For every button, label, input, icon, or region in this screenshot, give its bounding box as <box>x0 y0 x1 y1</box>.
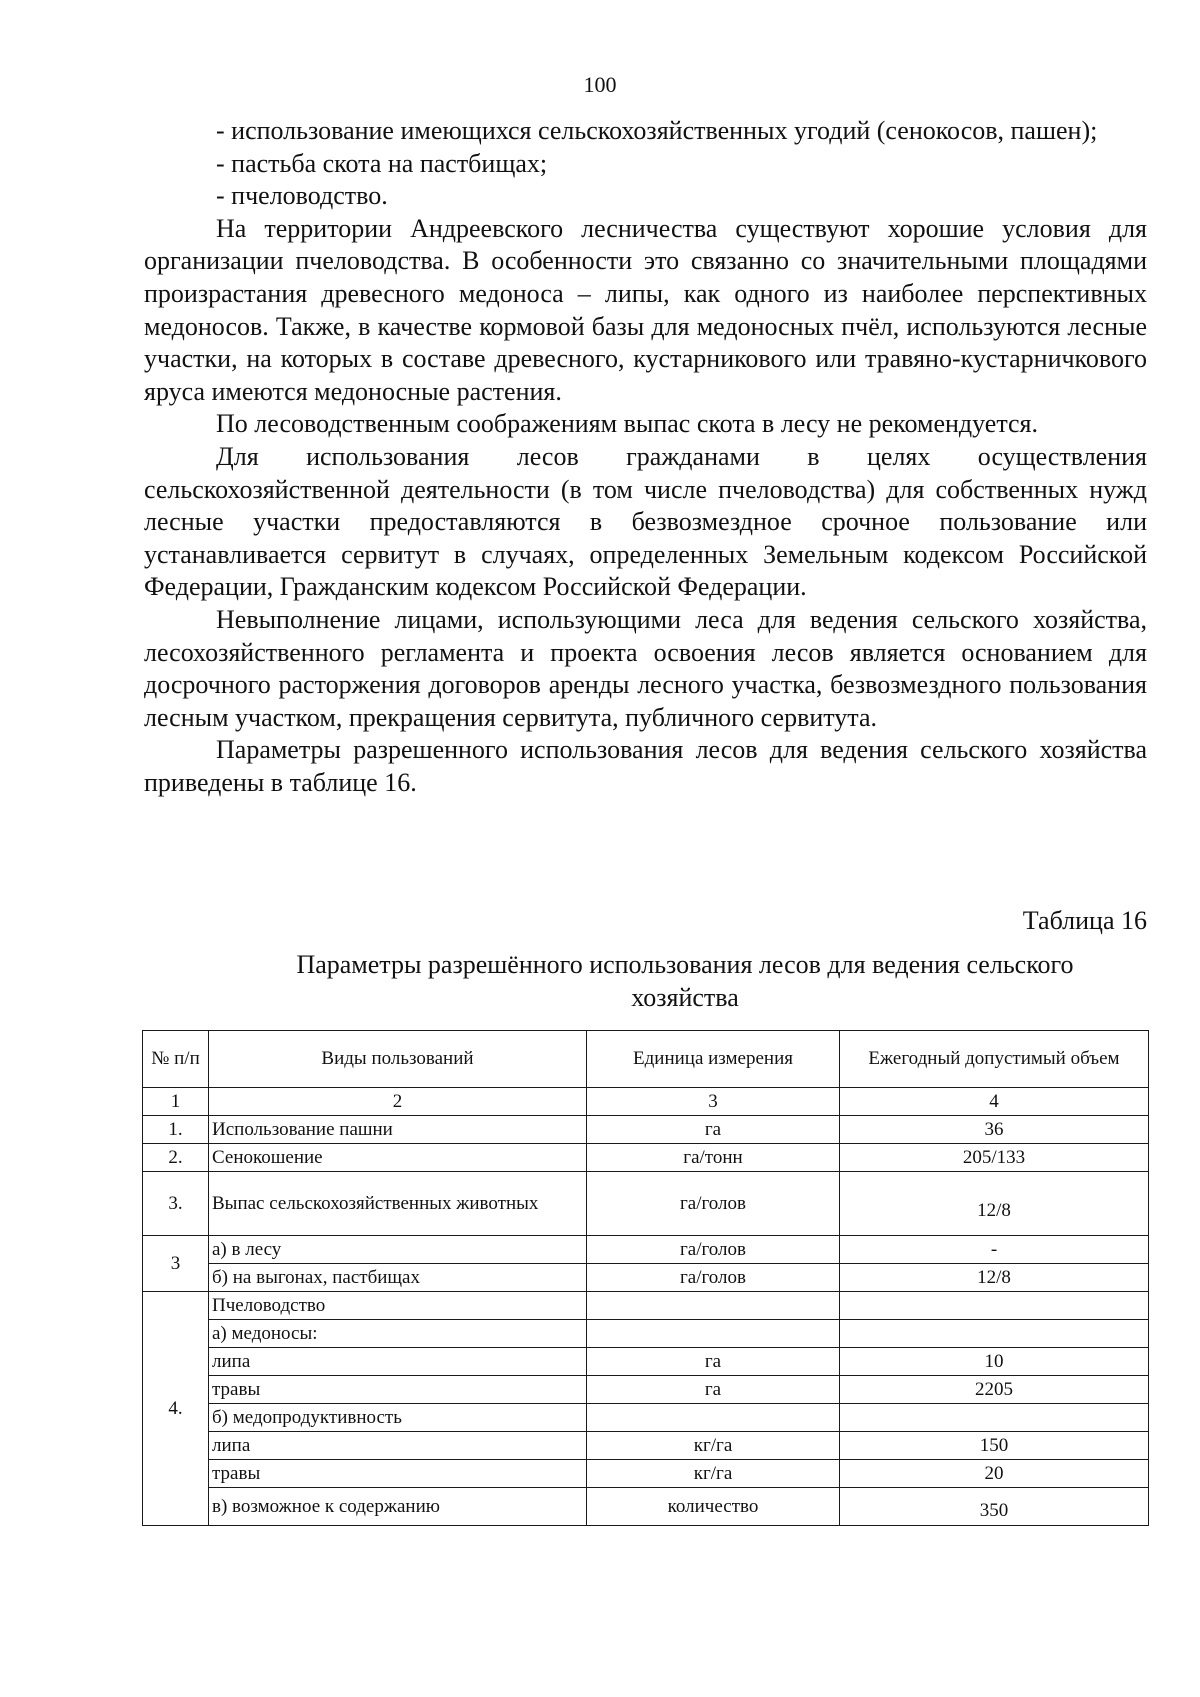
table-row <box>143 1432 1149 1460</box>
unit: количество <box>587 1488 840 1526</box>
table-row <box>143 1172 1149 1236</box>
unit: га/голов <box>587 1264 840 1292</box>
paragraph: На территории Андреевского лесничества существуют хорошие условия для организации пчеловодства. В особенности это связанно со значительными площадями произрастания древесного медоноса – липы, как одного из наиболее перспективных медоносов. Также, в качестве кормовой базы для медоносных пчёл, используются лесные участки, на которых в составе древесного, кустарникового или травяно-кустарничкового яруса имеются медоносные растения. <box>144 213 1147 406</box>
annual-volume <box>840 1404 1149 1432</box>
row-number: 3 <box>143 1236 209 1292</box>
annual-volume <box>840 1320 1149 1348</box>
paragraph: По лесоводственным соображениям выпас скота в лесу не рекомендуется. <box>216 409 1039 439</box>
table-row <box>143 1460 1149 1488</box>
annual-volume: 12/8 <box>840 1172 1149 1236</box>
column-number-cell: 4 <box>840 1088 1149 1116</box>
unit: кг/га <box>587 1432 840 1460</box>
usage-type: Использование пашни <box>209 1116 587 1144</box>
row-number: 1. <box>143 1116 209 1144</box>
unit: га/тонн <box>587 1144 840 1172</box>
unit: га <box>587 1348 840 1376</box>
header-cell: Виды пользований <box>209 1031 587 1088</box>
annual-volume: 350 <box>840 1488 1149 1526</box>
usage-type: а) в лесу <box>209 1236 587 1264</box>
table-header-row <box>143 1031 1149 1088</box>
column-number-cell: 1 <box>143 1088 209 1116</box>
table-row <box>143 1488 1149 1526</box>
parameters-table <box>142 1030 1149 1526</box>
table-row <box>143 1116 1149 1144</box>
table-row <box>143 1292 1149 1320</box>
usage-type: липа <box>209 1348 587 1376</box>
annual-volume: 150 <box>840 1432 1149 1460</box>
table-caption: Таблица 16 <box>1022 906 1147 935</box>
table-row <box>143 1144 1149 1172</box>
paragraph: - использование имеющихся сельскохозяйственных угодий (сенокосов, пашен); <box>216 116 1098 145</box>
table-title: Параметры разрешённого использования лесов для ведения сельского хозяйства <box>296 950 1074 1012</box>
page-number: 100 <box>583 72 617 97</box>
usage-type: в) возможное к содержанию <box>209 1488 587 1526</box>
unit: га <box>587 1116 840 1144</box>
unit: га/голов <box>587 1236 840 1264</box>
annual-volume <box>840 1292 1149 1320</box>
paragraph: - пчеловодство. <box>216 181 388 211</box>
table-row <box>143 1264 1149 1292</box>
column-number-cell: 2 <box>209 1088 587 1116</box>
unit: га/голов <box>587 1172 840 1236</box>
annual-volume: 205/133 <box>840 1144 1149 1172</box>
row-number: 4. <box>143 1292 209 1526</box>
annual-volume: 36 <box>840 1116 1149 1144</box>
unit <box>587 1404 840 1432</box>
column-number-row <box>143 1088 1149 1116</box>
annual-volume: 10 <box>840 1348 1149 1376</box>
usage-type: а) медоносы: <box>209 1320 587 1348</box>
row-number: 2. <box>143 1144 209 1172</box>
usage-type: Сенокошение <box>209 1144 587 1172</box>
usage-type: липа <box>209 1432 587 1460</box>
usage-type: б) на выгонах, пастбищах <box>209 1264 587 1292</box>
paragraph: - пастьба скота на пастбищах; <box>216 148 548 178</box>
table-row <box>143 1236 1149 1264</box>
table-row <box>143 1348 1149 1376</box>
table-row <box>143 1320 1149 1348</box>
unit <box>587 1292 840 1320</box>
header-cell: Единица измерения <box>587 1031 840 1088</box>
usage-type: травы <box>209 1460 587 1488</box>
table-row <box>143 1376 1149 1404</box>
paragraph: Невыполнение лицами, использующими леса для ведения сельского хозяйства, лесохозяйственного регламента и проекта освоения лесов является основанием для досрочного расторжения договоров аренды лесного участка, безвозмездного пользования лесным участком, прекращения сервитута, публичного сервитута. <box>144 604 1147 732</box>
unit: га <box>587 1376 840 1404</box>
unit: кг/га <box>587 1460 840 1488</box>
paragraph: Параметры разрешенного использования лесов для ведения сельского хозяйства приведены в таблице 16. <box>144 735 1147 797</box>
annual-volume: 12/8 <box>840 1264 1149 1292</box>
annual-volume: 2205 <box>840 1376 1149 1404</box>
usage-type: травы <box>209 1376 587 1404</box>
header-cell: № п/п <box>143 1031 209 1088</box>
usage-type: Выпас сельскохозяйственных животных <box>209 1172 587 1236</box>
usage-type: б) медопродуктивность <box>209 1404 587 1432</box>
annual-volume: 20 <box>840 1460 1149 1488</box>
unit <box>587 1320 840 1348</box>
annual-volume: - <box>840 1236 1149 1264</box>
header-cell: Ежегодный допустимый объем <box>840 1031 1149 1088</box>
column-number-cell: 3 <box>587 1088 840 1116</box>
body-text <box>144 115 1147 799</box>
paragraph: Для использования лесов гражданами в целях осуществления сельскохозяйственной деятельности (в том числе пчеловодства) для собственных нужд лесные участки предоставляются в безвозмездное срочное пользование или устанавливается сервитут в случаях, определенных Земельным кодексом Российской Федерации, Гражданским кодексом Российской Федерации. <box>144 441 1147 602</box>
table-row <box>143 1404 1149 1432</box>
usage-type: Пчеловодство <box>209 1292 587 1320</box>
row-number: 3. <box>143 1172 209 1236</box>
